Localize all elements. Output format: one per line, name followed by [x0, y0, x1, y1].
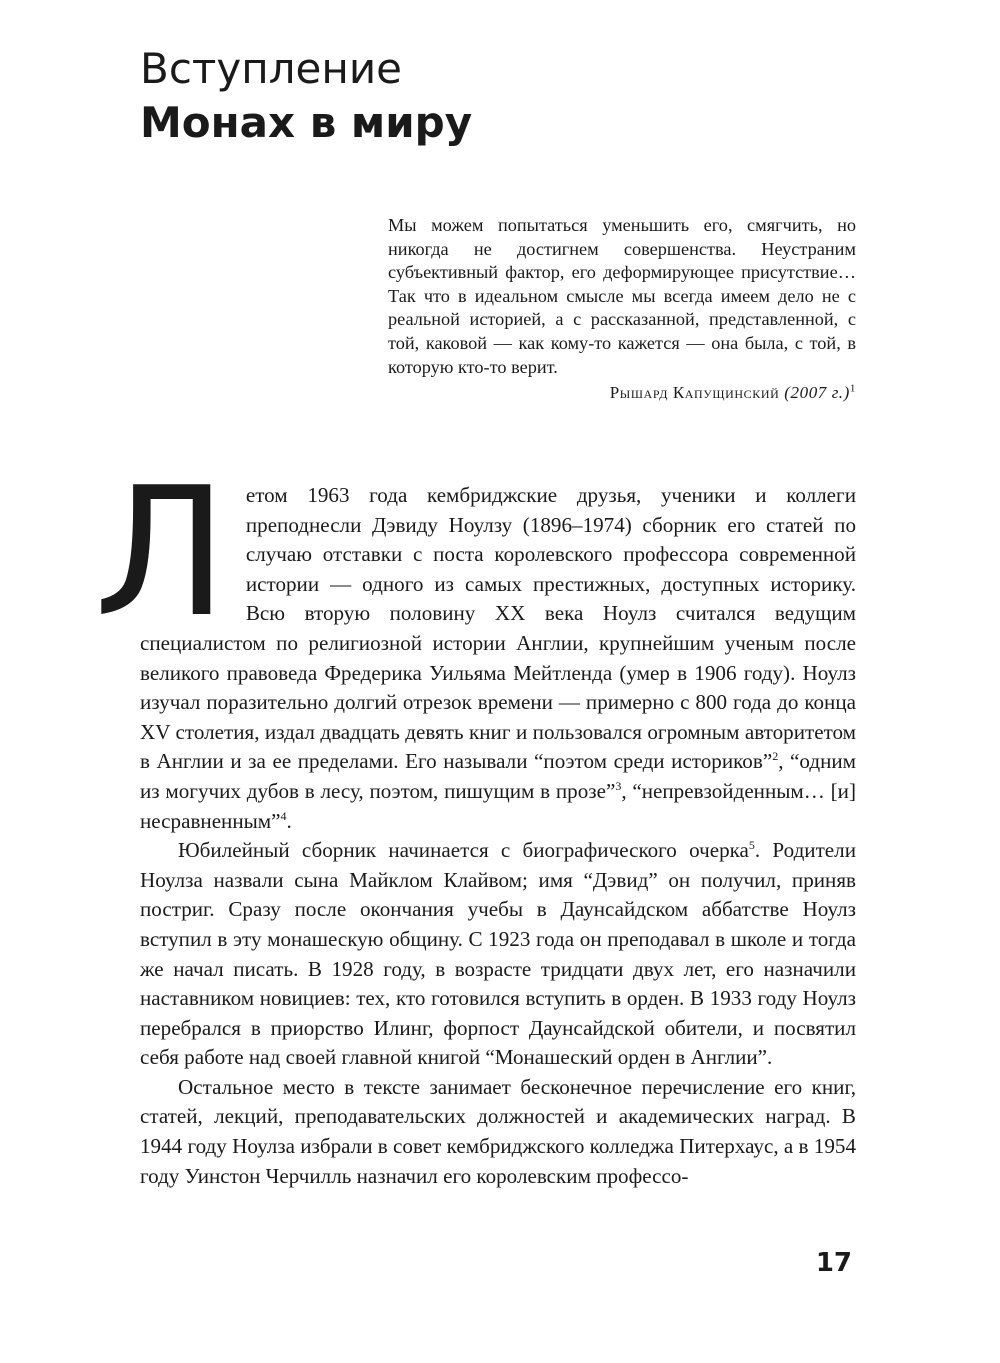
epigraph-author: Рышард Капущинский: [609, 383, 780, 403]
chapter-label: Вступление: [140, 44, 402, 93]
paragraph-1-text-d: .: [286, 808, 292, 833]
footnote-ref-2: 2: [772, 749, 779, 764]
epigraph-footnote-ref: 1: [849, 382, 856, 395]
paragraph-1: [94, 449, 856, 836]
paragraph-1-text-a: етом 1963 года кембриджские друзья, ученики и коллеги преподнесли Дэвиду Ноулзу (1896–1974) сборник его статей по случаю отставки с поста королевского профессора современной истории — одного из самых престижных, доступных историку. Всю вторую половину XX века Ноулз считался ведущим специалистом по религиозной истории Англии, крупнейшим ученым после великого правоведа Фредерика Уильяма Мейтленда (умер в 1906 году). Ноулз изучал поразительно долгий отрезок времени — примерно с 800 года до конца XV столетия, издал двадцать девять книг и пользовался огромным авторитетом в Англии и за ее пределами. Его называли “поэтом среди историков”: [140, 483, 856, 774]
epigraph: [388, 214, 856, 405]
paragraph-2-text-b: . Родители Ноулза назвали сына Майклом Клайвом; имя “Дэвид” он получил, приняв постриг. Сразу после окончания учебы в Даунсайдском аббатстве Ноулз вступил в эту монашескую общину. С 1923 года он преподавал в школе и тогда же начал писать. В 1928 году, в возрасте тридцати двух лет, его назначили наставником новициев: тех, кто готовился вступить в орден. В 1933 году Ноулз перебрался в приорство Илинг, форпост Даунсайдской обители, и посвятил себя работе над своей главной книгой “Монашеский орден в Англии”.: [140, 838, 856, 1070]
epigraph-year: (2007 г.): [784, 383, 850, 403]
drop-cap: Л: [94, 449, 228, 656]
footnote-ref-3: 3: [615, 778, 622, 793]
paragraph-1-text-b: , “одним из могучих дубов в лесу, поэтом, пишущим в прозе”: [140, 749, 856, 803]
paragraph-2-text-a: Юбилейный сборник начинается с биографического очерка: [178, 838, 749, 863]
paragraph-2: [140, 836, 856, 1073]
paragraph-3: Остальное место в тексте занимает бесконечное перечисление его книг, статей, лекций, преподавательских должностей и академических наград. В 1944 году Ноулза избрали в совет кембриджского колледжа Питерхаус, а в 1954 году Уинстон Черчилль назначил его королевским профессо-: [140, 1074, 856, 1188]
epigraph-text: Мы можем попытаться уменьшить его, смягчить, но никогда не достигнем совершенства. Неустраним субъективный фактор, его деформирующее присутствие… Так что в идеальном смысле мы всегда имеем дело не с реальной историей, а с рассказанной, представленной, с той, каковой — как кому-то кажется — она была, с той, в которую кто-то верит.: [388, 215, 856, 377]
page-number: 17: [815, 1248, 852, 1278]
footnote-ref-4: 4: [280, 808, 287, 823]
epigraph-attribution: [388, 381, 856, 405]
paragraph-1-text-c: , “непревзойденным… [и] несравненным”: [140, 778, 856, 833]
chapter-title: Монах в миру: [140, 98, 473, 147]
footnote-ref-5: 5: [748, 838, 755, 853]
main-text: [94, 449, 856, 1191]
